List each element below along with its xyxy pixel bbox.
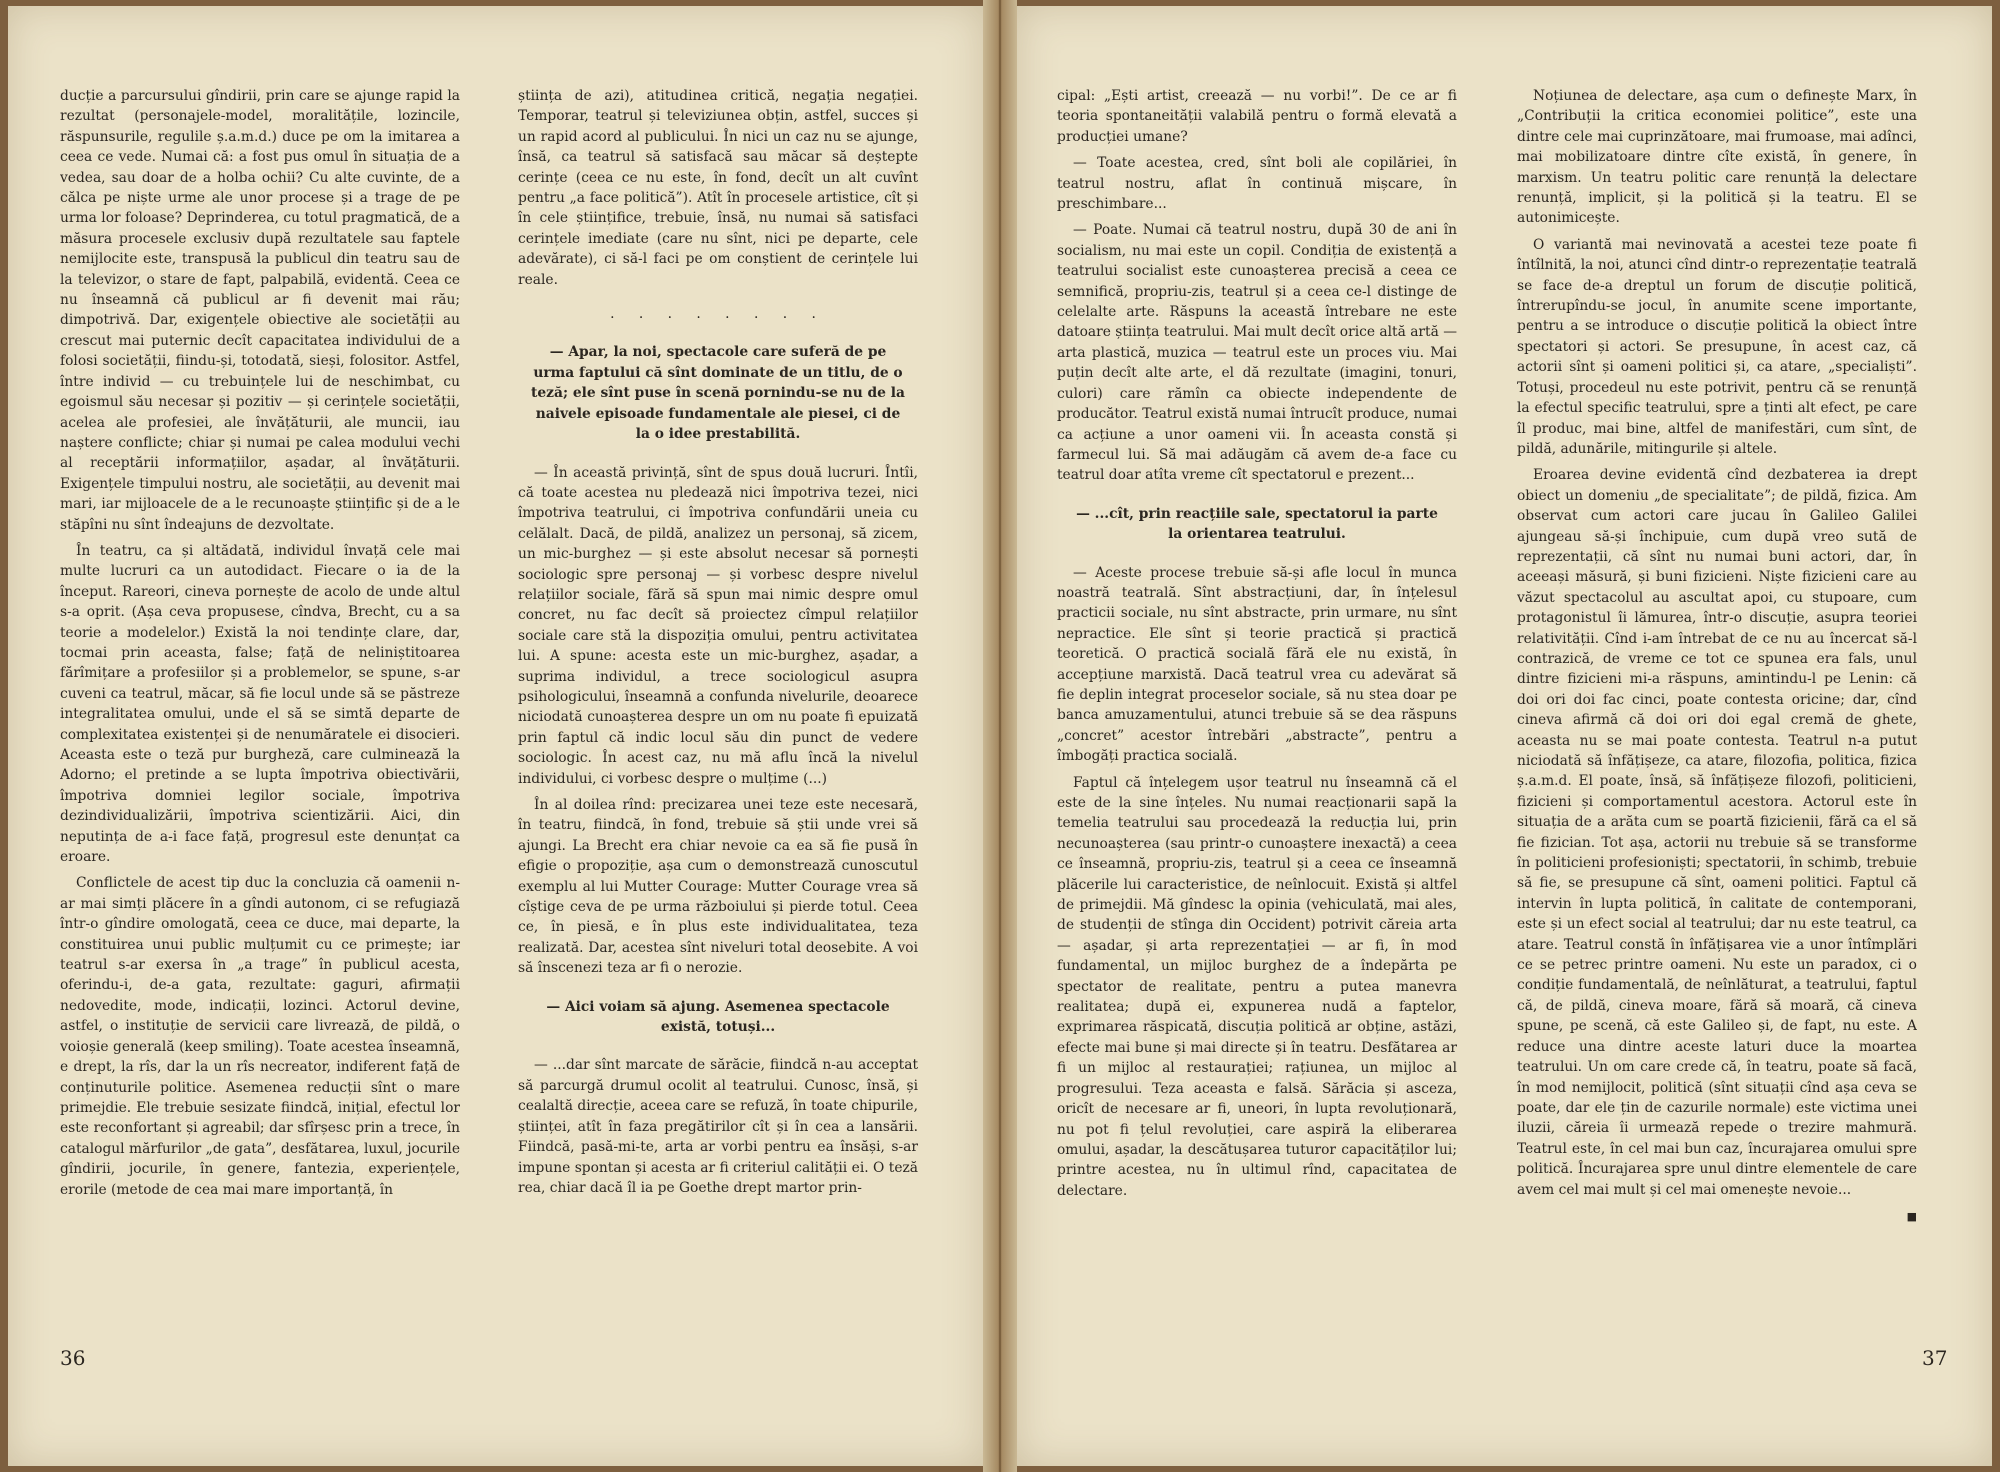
paragraph: O variantă mai nevinovată a acestei teze poate fi întîlnită, la noi, atunci cînd dintr-o reprezentație teatrală se face de-a dreptul un forum de discuție politică, întrerupîndu-se jocul, în anumite scene importante, pentru a se introduce o discuție politică la obiect între spectatori și actori. Se presupune, în acest caz, că actorii sînt și oameni politici și, ca atare, „specialiști”. Totuși, procedeul nu este potrivit, pentru că se renunță la efectul specific teatrului, spre a ținti alt efect, pe care îl produc, mai bine, altfel de manifestări, cum sînt, de pildă, adunările, mitingurile și altele. — [1517, 236, 1917, 457]
right-page-column-2 — [1517, 86, 1917, 1396]
page-number: 37 — [1922, 1346, 1948, 1370]
interview-question: — Apar, la noi, spectacole care suferă de pe urma faptului că sînt dominate de un titlu, de o teză; ele sînt puse în scenă pornindu-se nu de la naivele episoade fundamentale ale piesei, ci de la o idee prestabilită. — [531, 344, 905, 443]
paragraph: — Toate acestea, cred, sînt boli ale copilăriei, în teatrul nostru, aflat în continuă mișcare, în preschimbare... — [1057, 155, 1457, 213]
page-number: 36 — [60, 1346, 86, 1370]
paragraph: În teatru, ca și altădată, individul învață cele mai multe lucruri ca un autodidact. Fiecare o ia de la început. Rareori, cineva pornește de acolo de unde altul s-a oprit. (Așa ceva propusese, cîndva, Brecht, cu a sa teorie a modelelor.) Există la noi tendințe clare, dar, tocmai prin aceasta, false; față de neliniștitoarea fărîmițare a profesiilor și a problemelor, se spune, s-ar cuveni ca teatrul, măcar, să fie locul unde să se păstreze integralitatea omului, unde el să se simtă departe de complexitatea existenței și de nenumăratele ei disocieri. Aceasta este o teză pur burgheză, care culminează la Adorno; el pretinde a se lupta împotriva obiectivării, împotriva domniei legilor sociale, împotriva dezindividualizării, împotriva scientizării. Aici, din neputința de a-i face față, progresul este denunțat ca eroare. — [60, 542, 460, 866]
paragraph: Noțiunea de delectare, așa cum o definește Marx, în „Contribuții la critica economiei politice”, este una dintre cele mai cuprinzătoare, mai frumoase, mai adînci, mai mobilizatoare dintre cîte există, în genere, în marxism. Un teatru politic care renunță la delectare renunță, implicit, și la politică și la teatru. El se autonimicește. — [1517, 88, 1917, 227]
section-separator: . . . . . . . . — [610, 306, 826, 323]
interview-question: — Aici voiam să ajung. Asemenea spectacole există, totuși... — [546, 998, 890, 1036]
right-page — [1017, 6, 1992, 1466]
paragraph: Eroarea devine evidentă cînd dezbaterea ia drept obiect un domeniu „de specialitate”; de pildă, fizica. Am observat cum actori care jucau în Galileo Galilei ajungeau să-și închipuie, cum după vreo sută de reprezentații, că sînt nu numai buni actori, dar, în aceeași măsură, și buni fizicieni. Niște fizicieni care au văzut spectacolul au ascultat apoi, cu stupoare, cum protagonistul îi lămurea, într-o discuție, asupra teoriei relativității. Cînd i-am întrebat de ce nu au încercat să-l contrazică, de vreme ce tot ce spunea era fals, unul dintre fizicieni mi-a răspuns, amintindu-l pe Lenin: că doi ori doi fac cinci, poate contesta oricine; dar, cînd cineva afirmă că doi ori doi egal cremă de ghete, aceasta nu se mai poate contesta. Teatrul n-a putut niciodată să înfățișeze, ca atare, filozofia, politica, fizica ș.a.m.d. El poate, însă, să înfățișeze filozofi, politicieni, fizicieni și comportamentul acestora. Actorul este în situația de a arăta cum se poartă fizicienii, fără ca el să fie fizician. Tot așa, actorii nu trebuie să se transforme în politicieni profesioniști; spectatorii, în schimb, trebuie să fie, se presupune că sînt, oameni politici. Faptul că intervin în lupta politică, în calitate de contemporani, este și un efect social al teatrului; dar nu este teatrul, ca atare. Teatrul constă în înfățișarea vie a unor întîmplări ce se petrec printre oameni. Nu este un paradox, ci o condiție fundamentală, de neînlăturat, a teatrului, faptul că, de pildă, cineva moare, fără să moară, că cineva spune, pe scenă, că este Galileo și, de fapt, nu este. A reduce una dintre aceste laturi duce la moartea teatrului. Un om care crede că, în teatru, poate să facă, în mod nemijlocit, politică (sînt situații cînd așa ceva se poate, dar ele țin de cazurile normale) este victima unei iluzii, căreia îi urmează repede o trezire mahmură. Teatrul este, în cel mai bun caz, încurajarea omului spre politică. Încurajarea spre unul dintre elementele de care avem cel mai mult și cel mai omenește nevoie... — [1517, 467, 1917, 1198]
left-page-column-1 — [60, 86, 460, 1396]
end-mark-icon: ■ — [1906, 1209, 1917, 1223]
paragraph: ducție a parcursului gîndirii, prin care se ajunge rapid la rezultat (personajele-model, moralitățile, lozincile, răspunsurile, regulile ș.a.m.d.) duce pe om la imitarea a ceea ce vede. Numai că: a fost pus omul în situația de a vedea, sau doar de a holba ochii? Cu alte cuvinte, de a călca pe niște urme ale unor procese și a trage de pe urma lor foloase? Deprinderea, cu totul pragmatică, de a măsura procesele exclusiv după rezultatele sau faptele nemijlocite este, transpusă la publicul din teatru sau de la televizor, o stare de fapt, palpabilă, evidentă. Ceea ce nu înseamnă că publicul ar fi devenit mai rău; dimpotrivă. Dar, exigențele obiective ale societății au crescut mai puternic decît capacitatea individului de a folosi societății, fiindu-și, totodată, sieși, folositor. Astfel, între individ — cu trebuințele lui de neschimbat, cu egoismul său necesar și pozitiv — și cerințele societății, acelea ale profesiei, ale învățăturii, ale muncii, iau naștere conflicte; chiar și numai pe calea modului vechi al receptării informațiilor, așadar, al învățăturii. Exigențele timpului nostru, ale societății, au devenit mai mari, iar mijloacele de a le recunoaște științific și de a le stăpîni nu sînt îndeajuns de dezvoltate. — [60, 88, 460, 533]
book-gutter — [983, 0, 1017, 1472]
paragraph: — ...dar sînt marcate de sărăcie, fiindcă n-au acceptat să parcurgă drumul ocolit al teatrului. Cunosc, însă, și cealaltă direcție, aceea care se refuză, în toate chipurile, științei, atît în faza pregătirilor cît și în cea a lansării. Fiindcă, pasă-mi-te, arta ar vorbi pentru ea însăși, s-ar impune spontan și acesta ar fi criteriul calității ei. O teză rea, chiar dacă îl ia pe Goethe drept martor prin- — [518, 1057, 918, 1196]
paragraph: În al doilea rînd: precizarea unei teze este necesară, în teatru, fiindcă, în fond, trebuie să știi unde vrei să ajungi. La Brecht era chiar nevoie ca ea să fie pusă în efigie o propoziție, așa cum o demonstrează cunoscutul exemplu al lui Mutter Courage: Mutter Courage vrea să cîștige ceva de pe urma războiului și pierde totul. Ceea ce, în piesă, e în plus este individualitatea, teza realizată. Dar, acestea sînt niveluri total deosebite. A voi să înscenezi teza ar fi o nerozie. — [518, 797, 918, 977]
paragraph: — Poate. Numai că teatrul nostru, după 30 de ani în socialism, nu mai este un copil. Condiția de existență a teatrului socialist este cunoașterea precisă a ceea ce semnifică, propriu-zis, teatrul și a ceea ce-l distinge de celelalte arte. Răspuns la această întrebare ne este datoare știința teatrului. Mai mult decît orice altă artă — arta plastică, muzica — teatrul este un proces viu. Mai puțin decît alte arte, el dă rezultate (imagini, tonuri, culori) care rămîn ca obiecte independente de producător. Teatrul există numai întrucît produce, numai ca acțiune a unor oameni vii. În aceasta constă și farmecul lui. Să mai adăugăm că avem de-a face cu teatrul doar atîta vreme cît spectatorul e prezent... — [1057, 222, 1457, 484]
paragraph: știința de azi), atitudinea critică, negația negației. Temporar, teatrul și televiziunea obțin, astfel, succes și un rapid acord al publicului. În nici un caz nu se ajunge, însă, ca teatrul să satisfacă sau măcar să deștepte cerințe (ceea ce nu este, în fond, decît un alt cuvînt pentru „a face politică”). Atît în procesele artistice, cît și în cele științifice, trebuie, însă, nu numai să satisfaci cerințele imediate (care nu sînt, nici pe departe, cele adevărate), ci să-l faci pe om conștient de cerințele lui reale. — [518, 88, 918, 288]
left-page — [8, 6, 983, 1466]
left-page-column-2 — [518, 86, 918, 1396]
paragraph: — În această privință, sînt de spus două lucruri. Întîi, că toate acestea nu pledează nici împotriva tezei, nici împotriva teatrului, ci împotriva confundării uneia cu celălalt. Dacă, de pildă, analizez un personaj, să zicem, un mic-burghez — și este absolut necesar să pornești sociologic spre personaj — și vorbesc despre nivelul relațiilor sociale, fără să spun mai nimic despre omul concret, nu fac decît să proiectez cîmpul relațiilor sociale care stă la dispoziția omului, pentru activitatea lui. A spune: acesta este un mic-burghez, așadar, a suprima individul, a trece sociologicul asupra psihologicului, înseamnă a confunda nivelurile, deoarece niciodată cunoașterea despre un om nu poate fi epuizată prin faptul că indic locul său din punct de vedere sociologic. În acest caz, nu mă aflu încă la nivelul individului, ci vorbesc despre o mulțime (...) — [518, 464, 918, 787]
end-of-article-mark — [1517, 1206, 1917, 1227]
paragraph: — Aceste procese trebuie să-și afle locul în munca noastră teatrală. Sînt abstracțiuni, dar, în înțelesul practicii sociale, nu sînt abstracte, prin urmare, nu sînt nepractice. Ele sînt și teorie practică și practică teoretică. O practică socială fără ele nu există, în accepțiune marxistă. Dacă teatrul vrea cu adevărat să fie deplin integrat proceselor sociale, să nu stea doar pe banca amuzamentului, atunci trebuie să se dea răspuns „concret” acestor întrebări „abstracte”, pentru a îmbogăți practica socială. — [1057, 564, 1457, 765]
paragraph: Conflictele de acest tip duc la concluzia că oamenii n-ar mai simți plăcere în a gîndi autonom, ci se refugiază într-o gîndire omologată, ceea ce duce, mai departe, la constituirea unui public mulțumit cu ce primește; iar teatrul s-ar exersa în „a trage” în publicul acesta, oferindu-i, de-a gata, rezultate: gaguri, afirmații nedovedite, mode, indicații, lozinci. Actorul devine, astfel, o instituție de servicii care livrează, de pildă, o voioșie generală (keep smiling). Toate acestea înseamnă, e drept, la rîs, dar la un rîs necreator, indiferent față de conținuturile politice. Asemenea reducții sînt o mare primejdie. Ele trebuie sesizate fiindcă, inițial, efectul lor este reconfortant și agreabil; dar sfîrșesc prin a trece, în catalogul mărfurilor „de gata”, desfătarea, luxul, jocurile gîndirii, jocurile, în genere, fantezia, experiențele, erorile (metode de cea mai mare importanță, în — [60, 875, 460, 1198]
paragraph: Faptul că înțelegem ușor teatrul nu înseamnă că el este de la sine înțeles. Nu numai reacționarii sapă la temelia teatrului sau procedează la reducția lui, prin necunoașterea (sau printr-o cunoaștere inexactă) a ceea ce înseamnă, propriu-zis, teatrul și a ceea ce înseamnă plăcerile lui caracteristice, de neînlocuit. Există și altfel de primejdii. Mă gîndesc la opinia (vehiculată, mai ales, de studenții de stînga din Occident) potrivit căreia arta — așadar, și arta reprezentației — ar fi, în mod fundamental, un mijloc burghez de a îndepărta pe spectator de realitate, pentru a putea manevra realitatea; după ei, expunerea nudă a faptelor, exprimarea răspicată, discuția politică ar obține, astăzi, efecte mai bune și mai directe și în teatru. Desfătarea ar fi un mijloc al restaurației; rațiunea, un mijloc al progresului. Teza aceasta e falsă. Sărăcia și asceza, oricît de necesare ar fi, uneori, în lupta revoluționară, nu pot fi țelul revoluției, care aspiră la eliberarea omului, așadar, la descătușarea tuturor capacităților lui; printre acestea, nu în ultimul rînd, capacitatea de delectare. — [1057, 774, 1457, 1199]
interview-question: — ...cît, prin reacțiile sale, spectatorul ia parte la orientarea teatrului. — [1076, 505, 1438, 543]
paragraph: cipal: „Ești artist, creează — nu vorbi!”. De ce ar fi teoria spontaneității valabilă pentru o formă elevată a producției umane? — [1057, 88, 1457, 145]
right-page-column-1 — [1057, 86, 1457, 1396]
